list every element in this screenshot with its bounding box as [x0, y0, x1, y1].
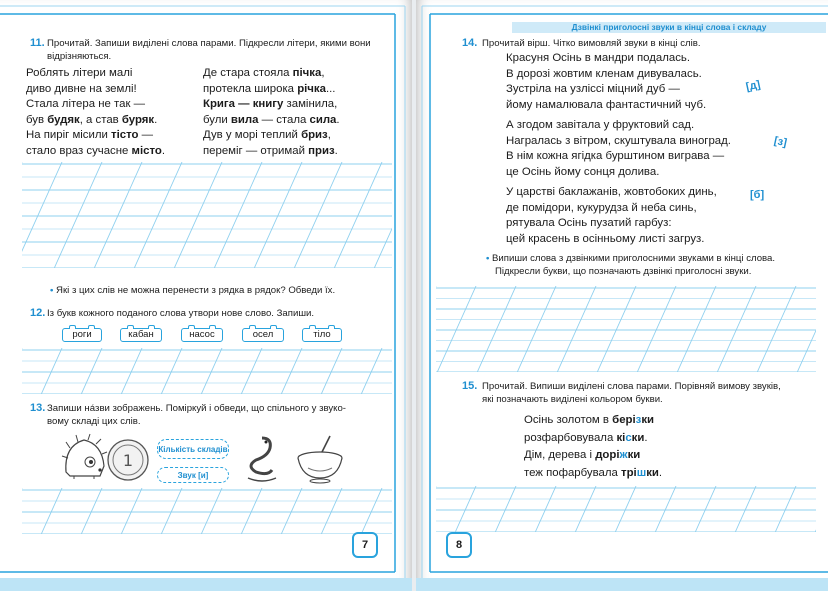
poem-line [524, 412, 784, 430]
highlighted-word: ки [646, 466, 659, 479]
slant-line [281, 348, 302, 394]
task11-bullet [50, 284, 390, 297]
word-block-5 [302, 328, 342, 342]
poem-text: протекла широка [203, 82, 298, 95]
highlighted-word: ки [627, 449, 641, 461]
hedgehog-image [60, 432, 108, 480]
highlighted-word: приз [308, 144, 335, 157]
highlighted-letter: ш [636, 466, 647, 479]
task14-stanza-3 [506, 185, 776, 247]
sound-y-label: Звук [и] [177, 470, 209, 480]
sound-mark-d: [д] [744, 78, 762, 94]
slant-line [22, 162, 62, 268]
slant-line [717, 286, 756, 372]
highlighted-word: річка [297, 82, 326, 95]
poem-text: були [203, 113, 231, 126]
slant-line [557, 286, 596, 372]
right-page [416, 0, 828, 591]
writing-lines-block-5 [436, 486, 816, 532]
poem-text: розфарбовувала [524, 431, 617, 444]
task15-number: 15. [462, 380, 478, 392]
highlighted-word: місто [131, 144, 162, 157]
slant-line [437, 286, 476, 372]
poem-text: ... [325, 82, 336, 95]
slant-line [775, 486, 796, 532]
snake-image [242, 434, 282, 484]
highlighted-word: вила [230, 113, 259, 126]
task15-poem [524, 412, 784, 482]
poem-line [26, 82, 206, 98]
word-block-3 [181, 328, 223, 342]
page-number-left: 7 [352, 532, 378, 558]
word-block-label: кабан [128, 329, 154, 340]
task14-number: 14. [462, 37, 478, 49]
poem-line [26, 97, 206, 113]
slant-line [54, 162, 102, 268]
highlighted-word: буряк [121, 113, 155, 126]
word-block-1 [62, 328, 102, 342]
highlighted-word: Крига — книгу [203, 98, 284, 110]
slant-line [361, 488, 382, 534]
slant-line [241, 488, 262, 534]
task11-bullet-text: Які з цих слів не можна перенести з рядка в рядок? Обведи їх. [56, 285, 336, 296]
slant-line [41, 348, 62, 394]
poem-text: Де стара стояла [203, 67, 293, 79]
slant-line [121, 488, 142, 534]
poem-text: — стала [258, 113, 310, 126]
highlighted-word: бриз [301, 129, 328, 141]
slant-line [517, 286, 556, 372]
poem-line: йому намалювала фантастичний чуб. [506, 98, 707, 111]
task11-number: 11. [30, 37, 45, 49]
poem-text: На пиріг місили [26, 129, 112, 141]
task12-number: 12. [30, 307, 46, 319]
poem-line [203, 128, 393, 144]
writing-lines-block-1 [22, 162, 392, 268]
poem-text: , а став [79, 113, 122, 126]
poem-line: Зустріла на узліссі міцний дуб — [506, 83, 680, 95]
poem-text: стало враз сучасне [26, 144, 132, 157]
bullet-icon: • [486, 253, 493, 264]
sound-mark-z: [з] [772, 134, 788, 150]
poem-line [26, 113, 206, 129]
poem-text: Роблять літери малі [26, 67, 133, 79]
slant-line [321, 348, 342, 394]
task14-bullet-text-1: Випиши слова з дзвінкими приголосними звуками в кінці слова. [492, 253, 776, 264]
word-block-label: насос [189, 329, 215, 340]
poem-text: Осінь золотом в [524, 414, 613, 426]
poem-line [26, 66, 206, 82]
slant-line [655, 486, 676, 532]
slant-line [214, 162, 262, 268]
highlighted-word: кі [616, 431, 626, 444]
poem-text: Дім, дерева і [524, 449, 596, 461]
slant-line [735, 486, 756, 532]
slant-line [201, 488, 222, 534]
highlighted-word: ки [631, 431, 645, 444]
task14-stanza-1 [506, 51, 766, 113]
poem-line: В нім кожна ягідка бурштином виграва — [506, 150, 725, 162]
poem-line [524, 430, 784, 448]
syllable-count-label: Кількість складів [158, 444, 228, 454]
poem-text: . [644, 431, 648, 444]
section-header: Дзвінкі приголосні звуки в кінці слова і складу [512, 22, 826, 33]
poem-line: цей красень в осінньому листі загруз. [506, 232, 705, 245]
word-block-4 [242, 328, 284, 342]
poem-text: , [321, 67, 325, 79]
task14-stanza-2 [506, 118, 776, 180]
bullet-icon: • [50, 285, 57, 296]
poem-line: рятувала Осінь пузатий гарбуз: [506, 217, 672, 229]
slant-line [575, 486, 596, 532]
poem-text: замінила, [283, 98, 338, 110]
poem-line: В дорозі жовтим кленам дивувалась. [506, 67, 702, 80]
highlighted-word: трі [621, 466, 637, 479]
poem-line: А згодом завітала у фруктовий сад. [506, 119, 695, 131]
slant-line [677, 286, 716, 372]
writing-lines-block-3 [22, 488, 392, 534]
poem-line: де помідори, кукурудза й неба синь, [506, 201, 697, 214]
coin-image [106, 438, 150, 482]
word-block-label: роги [72, 329, 92, 340]
poem-text: теж пофарбувала [524, 466, 621, 479]
slant-line [161, 488, 182, 534]
task15-instruction-1: Прочитай. Випиши виділені слова парами. Порівняй вимову звуків, [482, 381, 781, 392]
poem-line: У царстві баклажанів, жовтобоких динь, [506, 186, 717, 198]
slant-line [94, 162, 142, 268]
poem-line [26, 128, 206, 144]
poem-line [203, 97, 393, 113]
poem-text: був [26, 113, 48, 126]
poem-text: Стала літера не так — [26, 98, 145, 110]
slant-line [321, 488, 342, 534]
poem-line: Награлась з вітром, скуштувала виноград. [506, 134, 731, 147]
slant-line [254, 162, 302, 268]
poem-line [524, 465, 784, 483]
poem-line: це Осінь йому сонця долива. [506, 165, 660, 178]
highlighted-letter: ж [619, 449, 628, 461]
word-block-label: осел [252, 329, 274, 340]
slant-line [201, 348, 222, 394]
page-number-right: 8 [446, 532, 472, 558]
slant-line [334, 162, 382, 268]
slant-line [81, 488, 102, 534]
sound-mark-b: [б] [750, 189, 765, 201]
slant-line [294, 162, 342, 268]
left-page [0, 0, 412, 591]
task14-instruction: Прочитай вірш. Чітко вимовляй звуки в кінці слів. [482, 38, 701, 49]
slant-line [121, 348, 142, 394]
poem-text: — [138, 129, 154, 141]
slant-line [281, 488, 302, 534]
task14-bullet-line-2: Підкресли букви, що позначають дзвінкі приголосні звуки. [495, 266, 752, 277]
task12-instruction: Із букв кожного поданого слова утвори нове слово. Запиши. [47, 308, 315, 319]
poem-line [203, 113, 393, 129]
syllable-count-bubble[interactable] [157, 439, 229, 459]
slant-line [455, 486, 476, 532]
slant-line [477, 286, 516, 372]
slant-line [81, 348, 102, 394]
slant-line [361, 348, 382, 394]
slant-line [41, 488, 62, 534]
poem-text: Дув у морі теплий [203, 129, 302, 141]
poem-text: диво дивне на землі! [26, 82, 137, 95]
svg-text:1: 1 [122, 451, 134, 470]
writing-lines-block-4 [436, 286, 816, 372]
slant-line [535, 486, 556, 532]
highlighted-word: ки [641, 414, 655, 426]
poem-text: . [336, 113, 340, 126]
slant-line [637, 286, 676, 372]
highlighted-word: тісто [111, 129, 139, 141]
task13-instruction-2: вому складі цих слів. [47, 416, 141, 427]
slant-line [597, 286, 636, 372]
task11-poem-col2 [203, 66, 393, 159]
sound-y-bubble[interactable] [157, 467, 229, 483]
poem-text: . [161, 144, 166, 157]
slant-line [757, 286, 796, 372]
poem-text: . [334, 144, 338, 157]
highlighted-word: дорі [595, 449, 620, 461]
bowl-image [294, 434, 346, 484]
poem-text: . [658, 466, 663, 479]
task11-instruction: Прочитай. Запиши виділені слова парами. Підкресли літери, якими вони відрізняються. [47, 38, 371, 62]
poem-text: переміг — отримай [203, 144, 309, 157]
highlighted-letter: з [635, 414, 642, 426]
task13-instruction-1: Запиши нáзви зображень. Поміркуй і обведи, що спільного у звуко- [47, 403, 346, 414]
slant-line [495, 486, 516, 532]
highlighted-word: сила [309, 113, 337, 126]
slant-line [615, 486, 636, 532]
highlighted-word: бері [612, 414, 636, 426]
poem-text: . [154, 113, 158, 126]
slant-line [797, 286, 816, 372]
slant-line [374, 162, 392, 268]
highlighted-word: будяк [47, 113, 80, 126]
poem-line [524, 447, 784, 465]
writing-lines-block-2 [22, 348, 392, 394]
slant-line [695, 486, 716, 532]
slant-line [815, 486, 816, 532]
poem-text: , [327, 129, 331, 141]
slant-line [134, 162, 182, 268]
poem-line [203, 66, 393, 82]
poem-line [26, 144, 206, 160]
poem-line [203, 144, 393, 160]
word-block-label: тіло [313, 329, 331, 340]
task15-instruction-2: які позначають виділені кольором букви. [482, 394, 663, 405]
word-block-2 [120, 328, 162, 342]
highlighted-letter: с [625, 431, 632, 444]
task13-number: 13. [30, 402, 46, 414]
poem-line [203, 82, 393, 98]
task14-bullet [486, 252, 821, 278]
slant-line [241, 348, 262, 394]
highlighted-word: пічка [292, 67, 322, 79]
task14-bullet-line-1 [486, 252, 821, 265]
slant-line [174, 162, 222, 268]
slant-line [161, 348, 182, 394]
poem-line: Красуня Осінь в мандри подалась. [506, 52, 690, 64]
task11-poem-col1 [26, 66, 206, 159]
